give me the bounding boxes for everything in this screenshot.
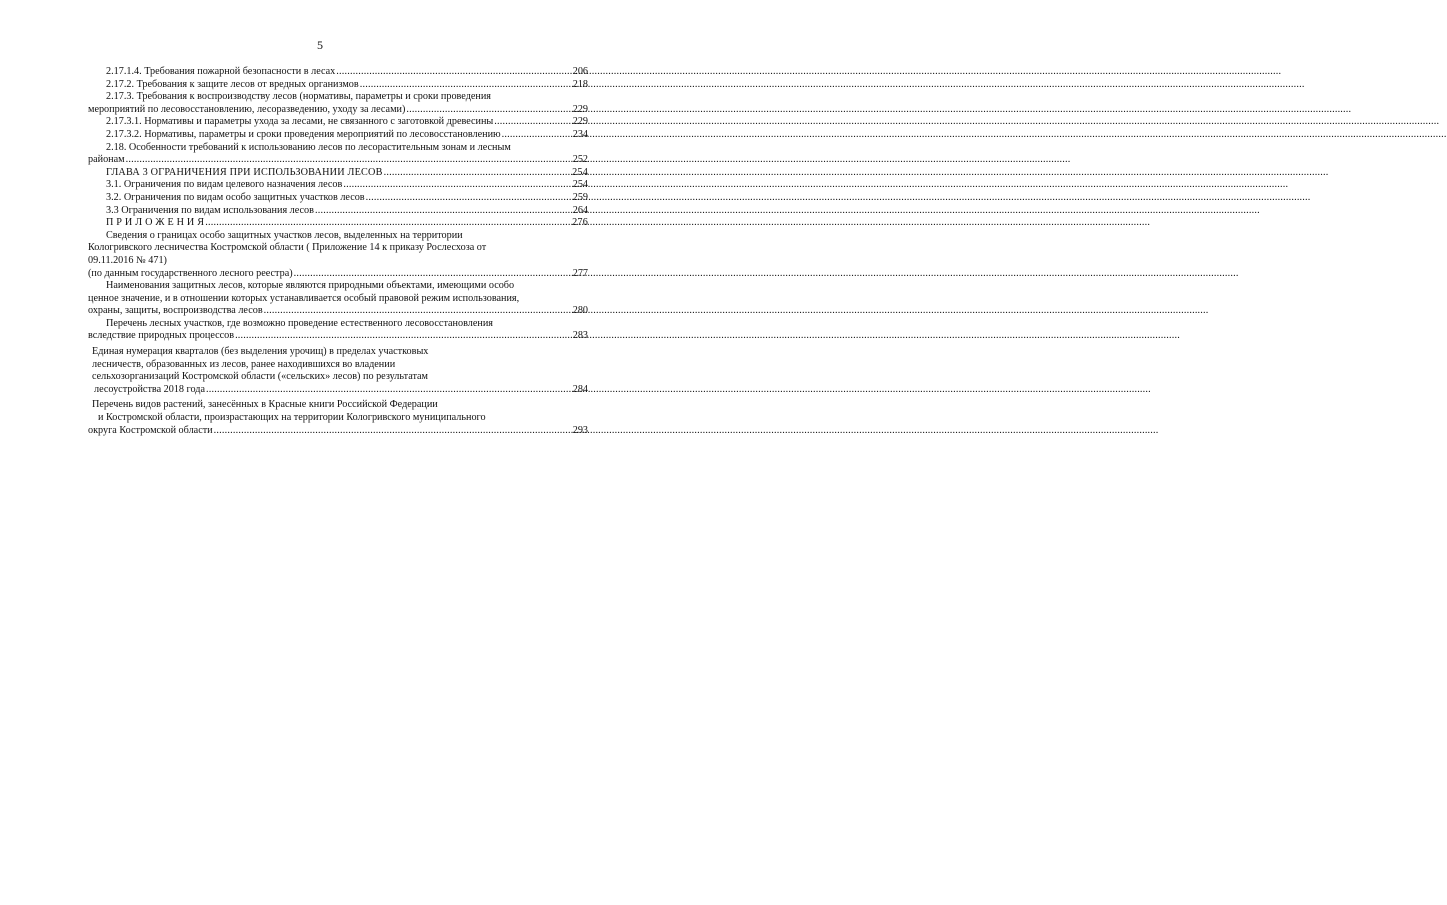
dot-leader xyxy=(126,154,572,167)
toc-entry[interactable] xyxy=(88,91,588,116)
toc-entry-text: лесоустройства 2018 года xyxy=(94,383,205,395)
toc-entry[interactable] xyxy=(88,205,588,218)
toc-entry-text: 2.17.2. Требования к защите лесов от вредных организмов xyxy=(106,78,359,90)
dot-leader xyxy=(206,384,572,397)
toc-entry-text: 2.18. Особенности требований к использованию лесов по лесорастительным зонам и лесным xyxy=(106,141,511,153)
toc-entry[interactable] xyxy=(88,318,588,343)
toc-page-number: 283 xyxy=(572,330,588,342)
toc-entry-text: охраны, защиты, воспроизводства лесов xyxy=(88,305,263,317)
toc-entry[interactable] xyxy=(88,142,588,167)
toc-page-number: 280 xyxy=(572,305,588,317)
toc-entry-text: и Костромской области, произрастающих на территории Кологривского муниципального xyxy=(98,412,486,424)
page-number: 5 xyxy=(317,38,323,52)
toc-entry[interactable] xyxy=(88,346,588,396)
dot-leader xyxy=(235,330,572,343)
toc-entry[interactable] xyxy=(88,217,588,230)
toc-entry-text: 09.11.2016 № 471) xyxy=(88,254,167,266)
toc-entry-text: вследствие природных процессов xyxy=(88,330,235,342)
dot-leader xyxy=(264,305,572,318)
toc-page-number: 276 xyxy=(572,217,588,229)
dot-leader xyxy=(343,179,571,192)
toc-entry[interactable] xyxy=(88,116,588,129)
toc-entry-text: 3.2. Ограничения по видам особо защитных участков лесов xyxy=(106,191,365,203)
toc-page-number: 229 xyxy=(572,116,588,128)
toc-entry-text: Кологривского лесничества Костромской области ( Приложение 14 к приказу Рослесхоза от xyxy=(88,242,487,254)
toc-entry[interactable] xyxy=(88,280,588,318)
toc-page-number: 229 xyxy=(572,103,588,115)
toc-entry[interactable] xyxy=(88,399,588,437)
dot-leader xyxy=(205,217,571,230)
toc-page-number: 264 xyxy=(572,204,588,216)
toc-entry[interactable] xyxy=(88,179,588,192)
toc-entry-text: 2.17.3. Требования к воспроизводству лесов (нормативы, параметры и сроки проведения xyxy=(106,91,491,103)
toc-entry-text: Единая нумерация кварталов (без выделения урочищ) в пределах участковых xyxy=(92,346,429,358)
dot-leader xyxy=(406,104,571,117)
toc-entry-text: Сведения о границах особо защитных участков лесов, выделенных на территории xyxy=(106,229,463,241)
toc-page-number: 234 xyxy=(572,128,588,140)
toc-entry-text: районам xyxy=(88,154,125,166)
toc-entry-text: 2.17.1.4. Требования пожарной безопасности в лесах xyxy=(106,66,336,77)
toc-entry-text: Перечень видов растений, занесённых в Красные книги Российской Федерации xyxy=(92,399,438,411)
toc-entry-text: П Р И Л О Ж Е Н И Я xyxy=(106,217,205,229)
toc-entry-text: лесничеств, образованных из лесов, ранее находившихся во владении xyxy=(92,358,396,370)
toc-entry-text: мероприятий по лесовосстановлению, лесоразведению, уходу за лесами) xyxy=(88,103,406,115)
toc-page-number: 218 xyxy=(572,78,588,90)
toc-page-number: 252 xyxy=(572,154,588,166)
toc-entry-text: ценное значение, и в отношении которых устанавливается особый правовой режим использования, xyxy=(88,292,520,304)
toc-entry-text: 3.3 Ограничения по видам использования лесов xyxy=(106,204,314,216)
toc-entry-text: Наименования защитных лесов, которые являются природными объектами, имеющими особо xyxy=(106,280,515,292)
toc-entry-text: сельхозорганизаций Костромской области («сельских» лесов) по результатам xyxy=(92,371,428,383)
dot-leader xyxy=(294,268,572,281)
dot-leader xyxy=(336,66,571,79)
dot-leader xyxy=(360,79,572,92)
toc-page-number: 284 xyxy=(572,383,588,395)
toc-entry-text: округа Костромской области xyxy=(88,424,213,436)
toc-page-number: 254 xyxy=(572,166,588,178)
toc-entry-text: (по данным государственного лесного реестра) xyxy=(88,267,293,279)
toc-entry[interactable] xyxy=(88,79,588,92)
toc-entry[interactable] xyxy=(88,192,588,205)
toc-page-number: 254 xyxy=(572,179,588,191)
toc-entry-text: Перечень лесных участков, где возможно проведение естественного лесовосстановления xyxy=(106,317,493,329)
toc-entry[interactable] xyxy=(88,167,588,180)
toc-entry[interactable] xyxy=(88,66,588,79)
dot-leader xyxy=(494,116,571,129)
toc-page-number: 259 xyxy=(572,191,588,203)
toc-entry-text: 2.17.3.2. Нормативы, параметры и сроки проведения мероприятий по лесовосстановлению xyxy=(106,128,501,140)
dot-leader xyxy=(502,129,572,142)
toc-entry-text: ГЛАВА 3 ОГРАНИЧЕНИЯ ПРИ ИСПОЛЬЗОВАНИИ ЛЕСОВ xyxy=(106,166,383,178)
toc-entry-text: 2.17.3.1. Нормативы и параметры ухода за лесами, не связанного с заготовкой древесины xyxy=(106,116,494,128)
toc-page-number: 206 xyxy=(572,66,588,77)
toc-entry[interactable] xyxy=(88,230,588,280)
table-of-contents xyxy=(88,66,588,437)
dot-leader xyxy=(366,192,572,205)
dot-leader xyxy=(315,205,572,218)
document-page xyxy=(0,0,640,905)
toc-entry-text: 3.1. Ограничения по видам целевого назначения лесов xyxy=(106,179,343,191)
dot-leader xyxy=(214,425,572,438)
toc-page-number: 277 xyxy=(572,267,588,279)
dot-leader xyxy=(384,167,572,180)
toc-entry[interactable] xyxy=(88,129,588,142)
toc-page-number: 293 xyxy=(572,424,588,436)
